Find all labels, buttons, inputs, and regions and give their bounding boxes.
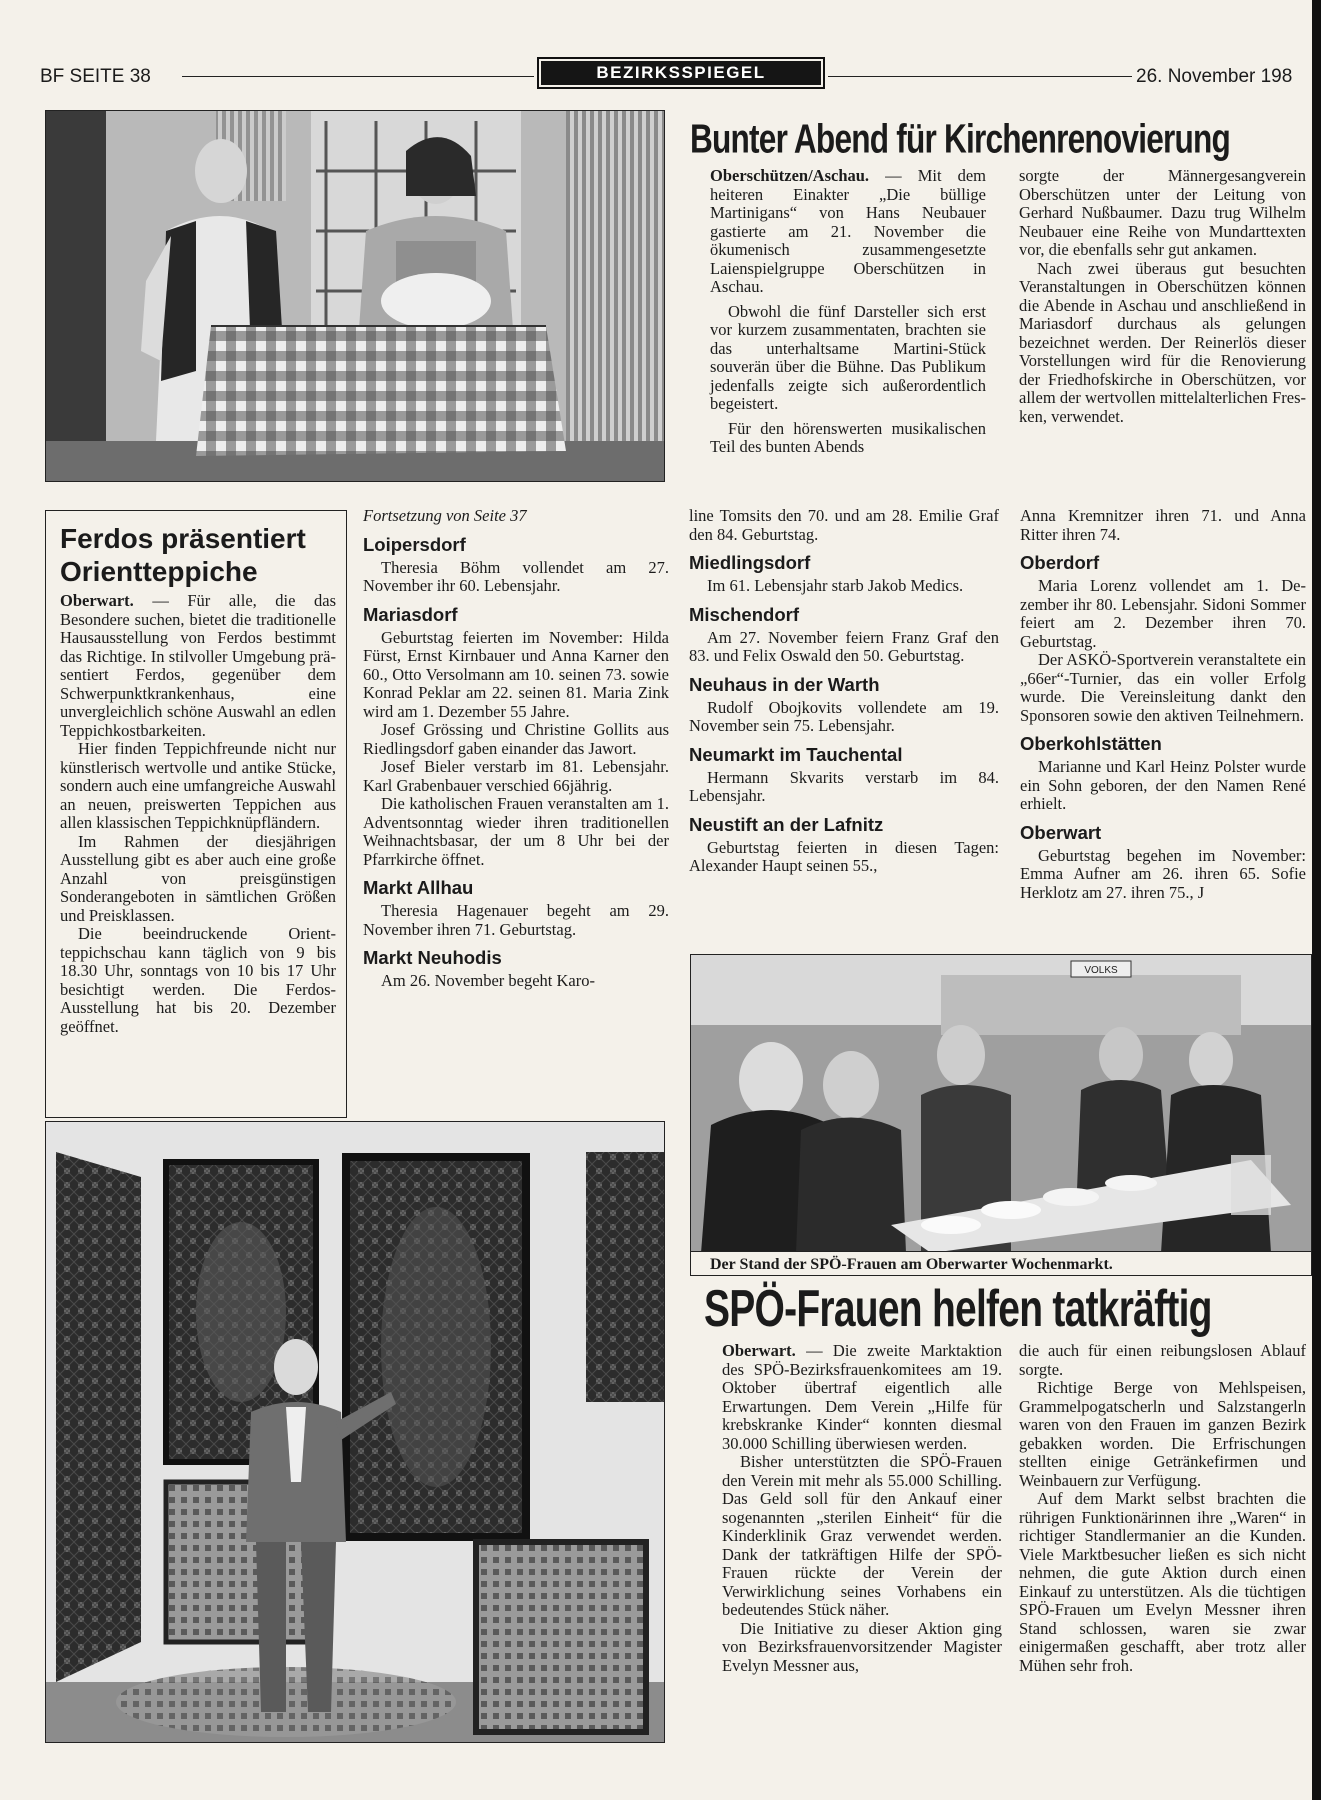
- news-place-oberkohlstaetten: Oberkohlstätten: [1020, 733, 1162, 754]
- page-number: BF SEITE 38: [40, 66, 151, 87]
- photo-carpet-exhibition: [45, 1121, 665, 1743]
- news-place-neumarkt: Neumarkt im Tauchental: [689, 743, 903, 765]
- article1-column-1: [710, 167, 986, 457]
- article1-para-1: Oberschützen/Aschau. — Mit dem heiteren Einakter „Die büllige Martinigans“ von Hans Neubauer gastierte am 21. November die ökumenisch zusammengesetzte Laienspielgruppe Oberschützen in Aschau.: [710, 166, 987, 296]
- news-column-3: Anna Kremnitzer ihren 71. und Anna Ritter ihren 74. Oberdorf Maria Lorenz vollendet am 1. Dezember ihr 80. Lebensjahr. Sidoni Sommer feiert am 2. Dezember ihren 70. Geburtstag. Der ASKÖ-Sportverein veranstaltete ein „66er“-Turnier, das ein voller Erfolg wurde. Die Vereinsleitung dankt den Sponsoren sowie den aktiven Teilnehmern. Oberkohlstätten Marianne und Karl Heinz Polster wurde ein Sohn geboren, der den Namen René erhielt. Oberwart Geburtstag begehen im November: Emma Aufner am 26. ihren 65. Sofie Herklotz am 27. ihren 75., J: [1020, 506, 1306, 902]
- article2-body: [60, 592, 336, 1036]
- article3-para-1: Oberwart. — Die zweite Marktaktion des SPÖ-Bezirksfrauenkomitees am 19. Oktober übertraf eigentlich alle Erwartungen. Dem Verein „Hilfe für krebskranke Kinder“ konnten diesmal 30.000 Schilling überwiesen werden.: [722, 1341, 1003, 1453]
- article3-para-3: Die Initiative zu dieser Aktion ging von Bezirksfrauenvorsitzender Magister Evelyn Messner aus,: [722, 1618, 1002, 1675]
- article2-para-2: Hier finden Teppichfreunde nicht nur künstlerisch wertvolle und antike Stücke, sondern auch eine umfangreiche Auswahl an neuen, preiswerten Teppichen aus allen klassischen Teppichknüpfländern.: [60, 739, 336, 832]
- photo-caption: Der Stand der SPÖ-Frauen am Oberwarter Wochenmarkt.: [710, 1256, 1113, 1273]
- news-place-oberwart: Oberwart: [1020, 821, 1102, 843]
- header-rule-right: [828, 76, 1132, 77]
- section-badge: [537, 57, 825, 89]
- continuation-note: Fortsetzung von Seite 37: [363, 506, 527, 525]
- photo-market-stand-image: [691, 955, 1312, 1252]
- photo-carpet-exhibition-image: [46, 1122, 665, 1743]
- article1-para-4: sorgte der Männergesangverein Oberschützen unter der Leitung von Gerhard Nußbaumer. Dazu trug Wilhelm Neubauer eine Reihe von Mundarttexten vor, die ebenfalls sehr gut ankamen.: [1019, 166, 1306, 259]
- article3-column-1: [722, 1342, 1002, 1675]
- photo-theatre-scene-image: [46, 111, 665, 482]
- article1-place: Oberschützen/Aschau.: [710, 166, 870, 185]
- section-title: BEZIRKSSPIEGEL: [541, 61, 821, 85]
- photo-theatre-scene: [45, 110, 665, 482]
- news-place-neustift: Neustift an der Lafnitz: [689, 813, 884, 835]
- article1-para-5: Nach zwei überaus gut besuchten Veranstaltungen in Oberschützen können die Abende in Aschau und anschließend in Mariasdorf durchaus als gelungen bezeichnet werden. Der Reinerlös dieser Vorstellungen wird für die Renovierung der Friedhofskirche in Oberschützen, vor allem der wertvollen mittelalterlichen Fresken, verwendet.: [1019, 258, 1306, 426]
- article3-column-2: [1019, 1342, 1306, 1675]
- article2-para-3: Im Rahmen der diesjährigen Ausstellung gibt es aber auch eine große Anzahl von preisgünstigen Sonderangeboten in sämtlichen Größen und Preisklassen.: [60, 831, 336, 925]
- article3-para-4: die auch für einen reibungslosen Ablauf sorgte.: [1019, 1341, 1306, 1379]
- news-column-1: Fortsetzung von Seite 37 Loipersdorf Theresia Böhm vollendet am 27. November ihr 60. Lebensjahr. Mariasdorf Geburtstag feierten im November: Hilda Fürst, Ernst Kirnbauer und Anna Karner den 60., Otto Versolmann am 10. seinen 73. sowie Konrad Peklar am 22. seinen 81. Maria Zink wird am 1. Dezember 55 Jahre. Josef Grössing und Christine Gollits aus Riedlingsdorf gaben einander das Jawort. Josef Bieler verstarb im 81. Lebensjahr. Karl Grabenbauer verschied 66jährig. Die katholischen Frauen veranstalten am 1. Adventsonntag wieder ihren traditionellen Weihnachtsbasar, der um 8 Uhr bei der Pfarrkirche öffnet. Markt Allhau Theresia Hagenauer begeht am 29. November ihren 71. Geburtstag. Markt Neuhodis Am 26. November begeht Karo-: [363, 506, 669, 990]
- article1-para-3: Für den hörenswerten musikalischen Teil des bunten Abends: [710, 418, 986, 456]
- news-place-markt-allhau: Markt Allhau: [363, 877, 474, 898]
- news-place-mischendorf: Mischendorf: [689, 603, 799, 625]
- article1-para-2: Obwohl die fünf Darsteller sich erst vor kurzem zusammentaten, brachten sie das unterhaltsame Martini-Stück souverän über die Bühne. Das Publikum jedenfalls zeigte sich außerordentlich begeistert.: [710, 301, 986, 413]
- article1-headline: Bunter Abend für Kirchenrenovierung: [690, 117, 1231, 162]
- issue-date: 26. November 198: [1136, 66, 1293, 87]
- header-rule-left: [182, 76, 534, 77]
- article2-para-4: Die beeindruckende Orientteppichschau kann täglich von 9 bis 18.30 Uhr, sonntags von 10 bis 17 Uhr besichtigt werden. Die Ferdos-Ausstellung hat bis 20. Dezember geöffnet.: [60, 924, 336, 1036]
- article3-headline: SPÖ-Frauen helfen tatkräftig: [704, 1280, 1212, 1338]
- article1-column-2: [1019, 167, 1306, 426]
- news-place-oberdorf: Oberdorf: [1020, 552, 1100, 573]
- article3-para-5: Richtige Berge von Mehlspeisen, Grammelpogatscherln und Salzstangerln waren von den Frauen im ganzen Bezirk gebakken worden. Die Erfrischungen stellten einige Getränkefirmen und Weinbauern zur Verfügung.: [1019, 1378, 1306, 1490]
- article2-place: Oberwart.: [60, 591, 134, 610]
- article3-para-2: Bisher unterstützten die SPÖ-Frauen den Verein mit mehr als 55.000 Schilling. Das Geld soll für den Ankauf einer sogenannten „sterilen Einheit“ für die Kinderklinik Graz verwendet werden. Dank der tatkräftigen Hilfe der SPÖ-Frauen rückte der Verein der Verwirklichung seines Vorhabens ein bedeutendes Stück näher.: [722, 1452, 1002, 1619]
- news-place-miedlingsdorf: Miedlingsdorf: [689, 552, 811, 573]
- article3-place: Oberwart.: [722, 1341, 796, 1360]
- article3-para-6: Auf dem Markt selbst brachten die rührigen Funktionärinnen ihre „Waren“ in richtiger Standlermanier an die Kunden. Viele Marktbesucher ließen es sich nicht nehmen, die gute Aktion durch einen Einkauf zu unterstützen. Als die tüchtigen SPÖ-Frauen um Evelyn Messner ihren Stand schlossen, waren sie zwar einigermaßen geschafft, aber trotz aller Mühen sehr froh.: [1019, 1489, 1306, 1675]
- article2-headline: Ferdos präsentiert Orientteppiche: [60, 523, 306, 587]
- market-sign-text: VOLKS: [1084, 965, 1118, 976]
- news-place-loipersdorf: Loipersdorf: [363, 533, 466, 555]
- news-column-2: line Tomsits den 70. und am 28. Emilie Graf den 84. Geburtstag. Miedlingsdorf Im 61. Lebensjahr starb Jakob Medics. Mischendorf Am 27. November feiern Franz Graf den 83. und Felix Oswald den 50. Geburtstag. Neuhaus in der Warth Rudolf Obojkovits vollendete am 19. November sein 75. Lebensjahr. Neumarkt im Tauchental Hermann Skvarits verstarb im 84. Lebensjahr. Neustift an der Lafnitz Geburtstag feierten in diesen Tagen: Alexander Haupt seinen 55.,: [689, 506, 999, 875]
- news-place-neuhaus: Neuhaus in der Warth: [689, 673, 880, 695]
- photo-market-stand: [690, 954, 1312, 1252]
- article2-para-1: Oberwart. — Für alle, die das Besondere suchen, bietet die traditionelle Hausausstellung von Ferdos bestimmt das Richtige. In stilvoller Umgebung präsentiert Ferdos, gegenüber dem Schwerpunktkrankenhaus, eine unvergleichlich schöne Auswahl an edlen Teppichkostbarkeiten.: [60, 591, 337, 740]
- page-edge-shadow: [1312, 0, 1321, 1800]
- news-place-mariasdorf: Mariasdorf: [363, 603, 458, 625]
- news-place-markt-neuhodis: Markt Neuhodis: [363, 947, 502, 968]
